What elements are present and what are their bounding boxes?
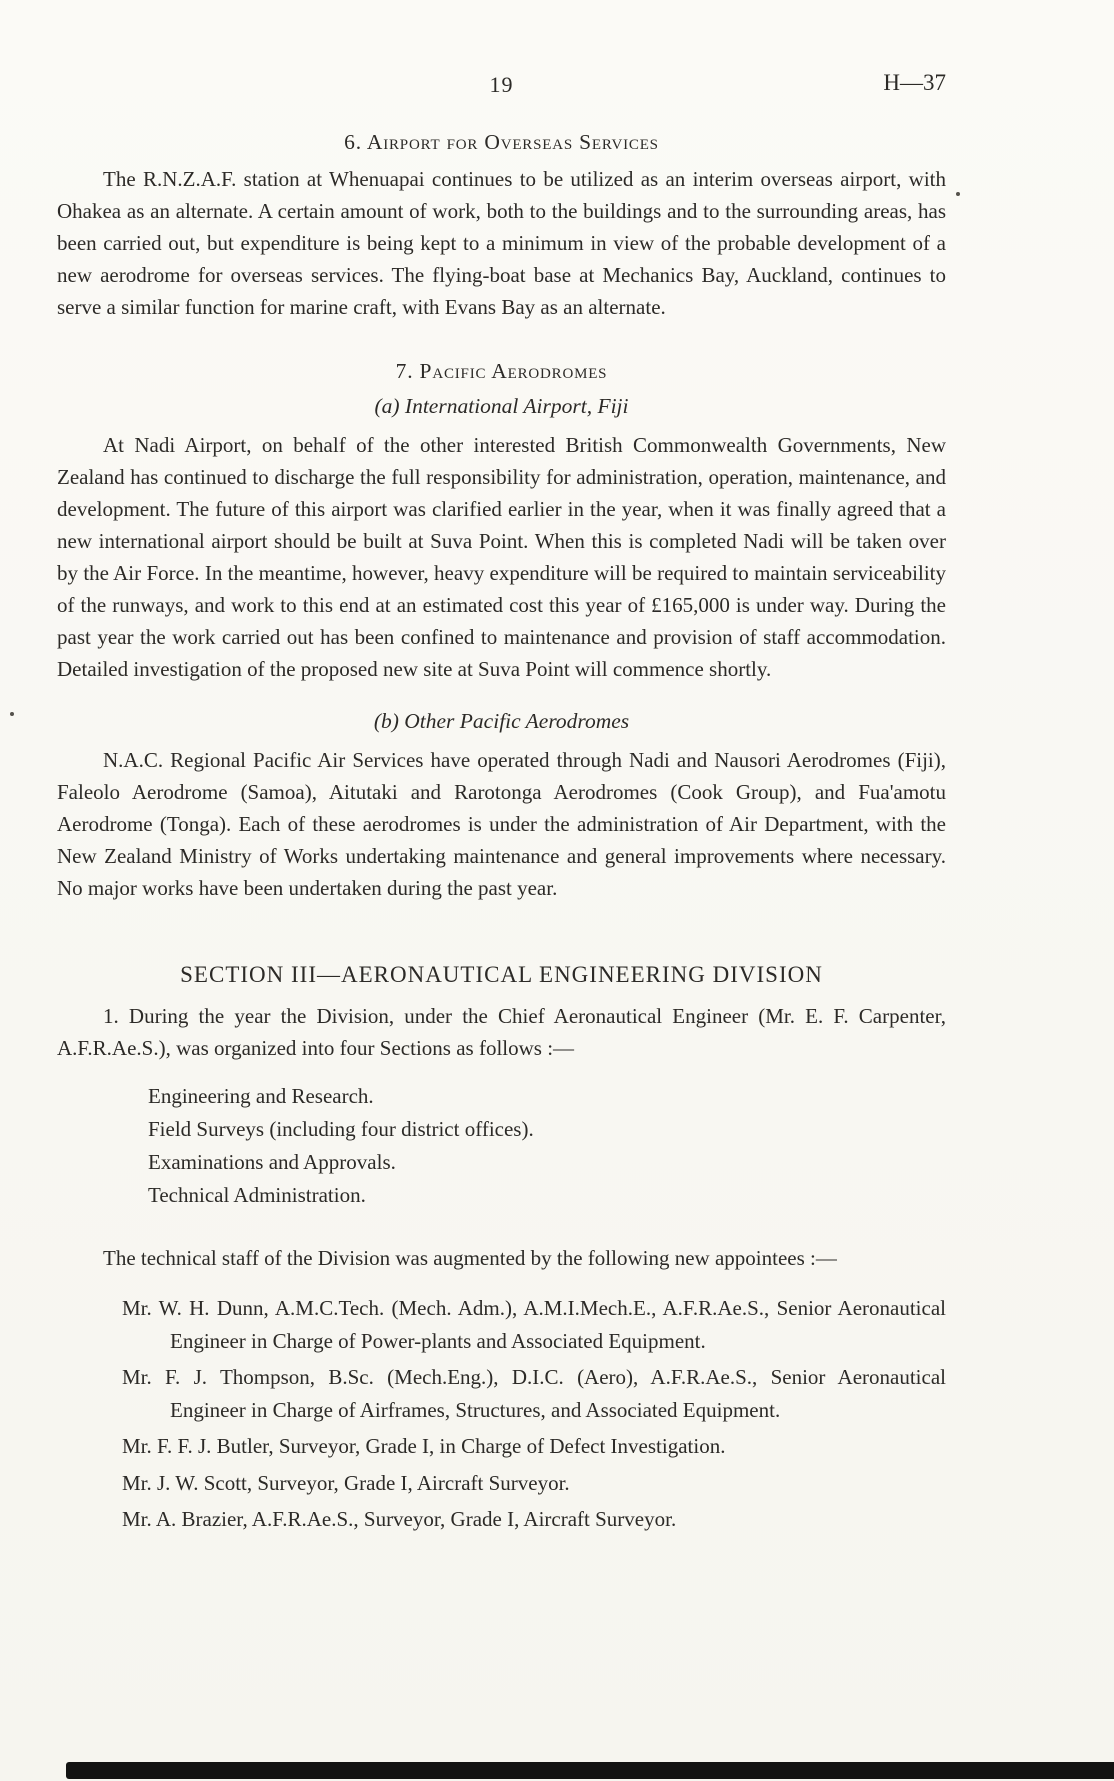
- list-item-appointee: Mr. J. W. Scott, Surveyor, Grade I, Aircraft Surveyor.: [122, 1470, 570, 1495]
- para-other-pacific-aerodromes: N.A.C. Regional Pacific Air Services have operated through Nadi and Nausori Aerodromes (Fiji), Faleolo Aerodrome (Samoa), Aitutaki and Rarotonga Aerodromes (Cook Group), and Fua'amotu Aerodrome (Tonga). Each of these aerodromes is under the administration of Air Department, with the New Zealand Ministry of Works undertaking maintenance and general improvements where necessary. No major works have been undertaken during the past year.: [57, 748, 946, 900]
- scan-artifact-bar: [66, 1762, 1114, 1779]
- para-international-airport-fiji: At Nadi Airport, on behalf of the other interested British Commonwealth Governments, New Zealand has continued to discharge the full responsibility for administration, operation, maintenance, and development. The future of this airport was clarified earlier in the year, when it was finally agreed that a new international airport should be built at Suva Point. When this is completed Nadi will be taken over by the Air Force. In the meantime, however, heavy expenditure will be required to maintain serviceability of the runways, and work to this end at an estimated cost this year of £165,000 is under way. During the past year the work carried out has been confined to maintenance and provision of staff accommodation. Detailed investigation of the proposed new site at Suva Point will commence shortly.: [57, 433, 946, 681]
- para-division-organization-intro: 1. During the year the Division, under the Chief Aeronautical Engineer (Mr. E. F. Carpenter, A.F.R.Ae.S.), was organized into four Sections as follows :—: [57, 1004, 946, 1060]
- heading-airport-overseas-services: 6. Airport for Overseas Services: [344, 130, 659, 154]
- page-number: 19: [489, 72, 514, 97]
- page-header: [57, 72, 946, 104]
- list-item-division-section: Examinations and Approvals.: [148, 1150, 396, 1174]
- list-item-division-section: Technical Administration.: [148, 1183, 366, 1207]
- heading-other-pacific-aerodromes: (b) Other Pacific Aerodromes: [373, 709, 630, 733]
- scan-speck: [10, 712, 14, 716]
- doc-reference: H—37: [883, 70, 946, 95]
- list-item-division-section: Engineering and Research.: [148, 1084, 374, 1108]
- heading-pacific-aerodromes: 7. Pacific Aerodromes: [395, 359, 608, 383]
- list-item-appointee: Mr. F. J. Thompson, B.Sc. (Mech.Eng.), D.I.C. (Aero), A.F.R.Ae.S., Senior Aeronautical Engineer in Charge of Airframes, Structures, and Associated Equipment.: [122, 1365, 946, 1422]
- heading-section-iii-aeronautical-engineering-division: SECTION III—AERONAUTICAL ENGINEERING DIVISION: [180, 962, 823, 987]
- appointees-list: [57, 1292, 946, 1536]
- list-item-appointee: Mr. F. F. J. Butler, Surveyor, Grade I, in Charge of Defect Investigation.: [122, 1434, 726, 1458]
- division-sections-list: [57, 1080, 946, 1212]
- list-item-appointee: Mr. A. Brazier, A.F.R.Ae.S., Surveyor, Grade I, Aircraft Surveyor.: [122, 1507, 677, 1531]
- heading-international-airport-fiji: (a) International Airport, Fiji: [374, 394, 629, 418]
- page-body: [57, 130, 946, 1536]
- list-item-appointee: Mr. W. H. Dunn, A.M.C.Tech. (Mech. Adm.), A.M.I.Mech.E., A.F.R.Ae.S., Senior Aeronautical Engineer in Charge of Power-plants and Associated Equipment.: [122, 1296, 946, 1353]
- scan-speck: [956, 192, 960, 196]
- list-item-division-section: Field Surveys (including four district offices).: [148, 1117, 534, 1141]
- para-staff-appointees-intro: The technical staff of the Division was augmented by the following new appointees :—: [103, 1246, 837, 1270]
- para-airport-overseas-services: The R.N.Z.A.F. station at Whenuapai continues to be utilized as an interim overseas airport, with Ohakea as an alternate. A certain amount of work, both to the buildings and to the surrounding areas, has been carried out, but expenditure is being kept to a minimum in view of the probable development of a new aerodrome for overseas services. The flying-boat base at Mechanics Bay, Auckland, continues to serve a similar function for marine craft, with Evans Bay as an alternate.: [57, 167, 946, 319]
